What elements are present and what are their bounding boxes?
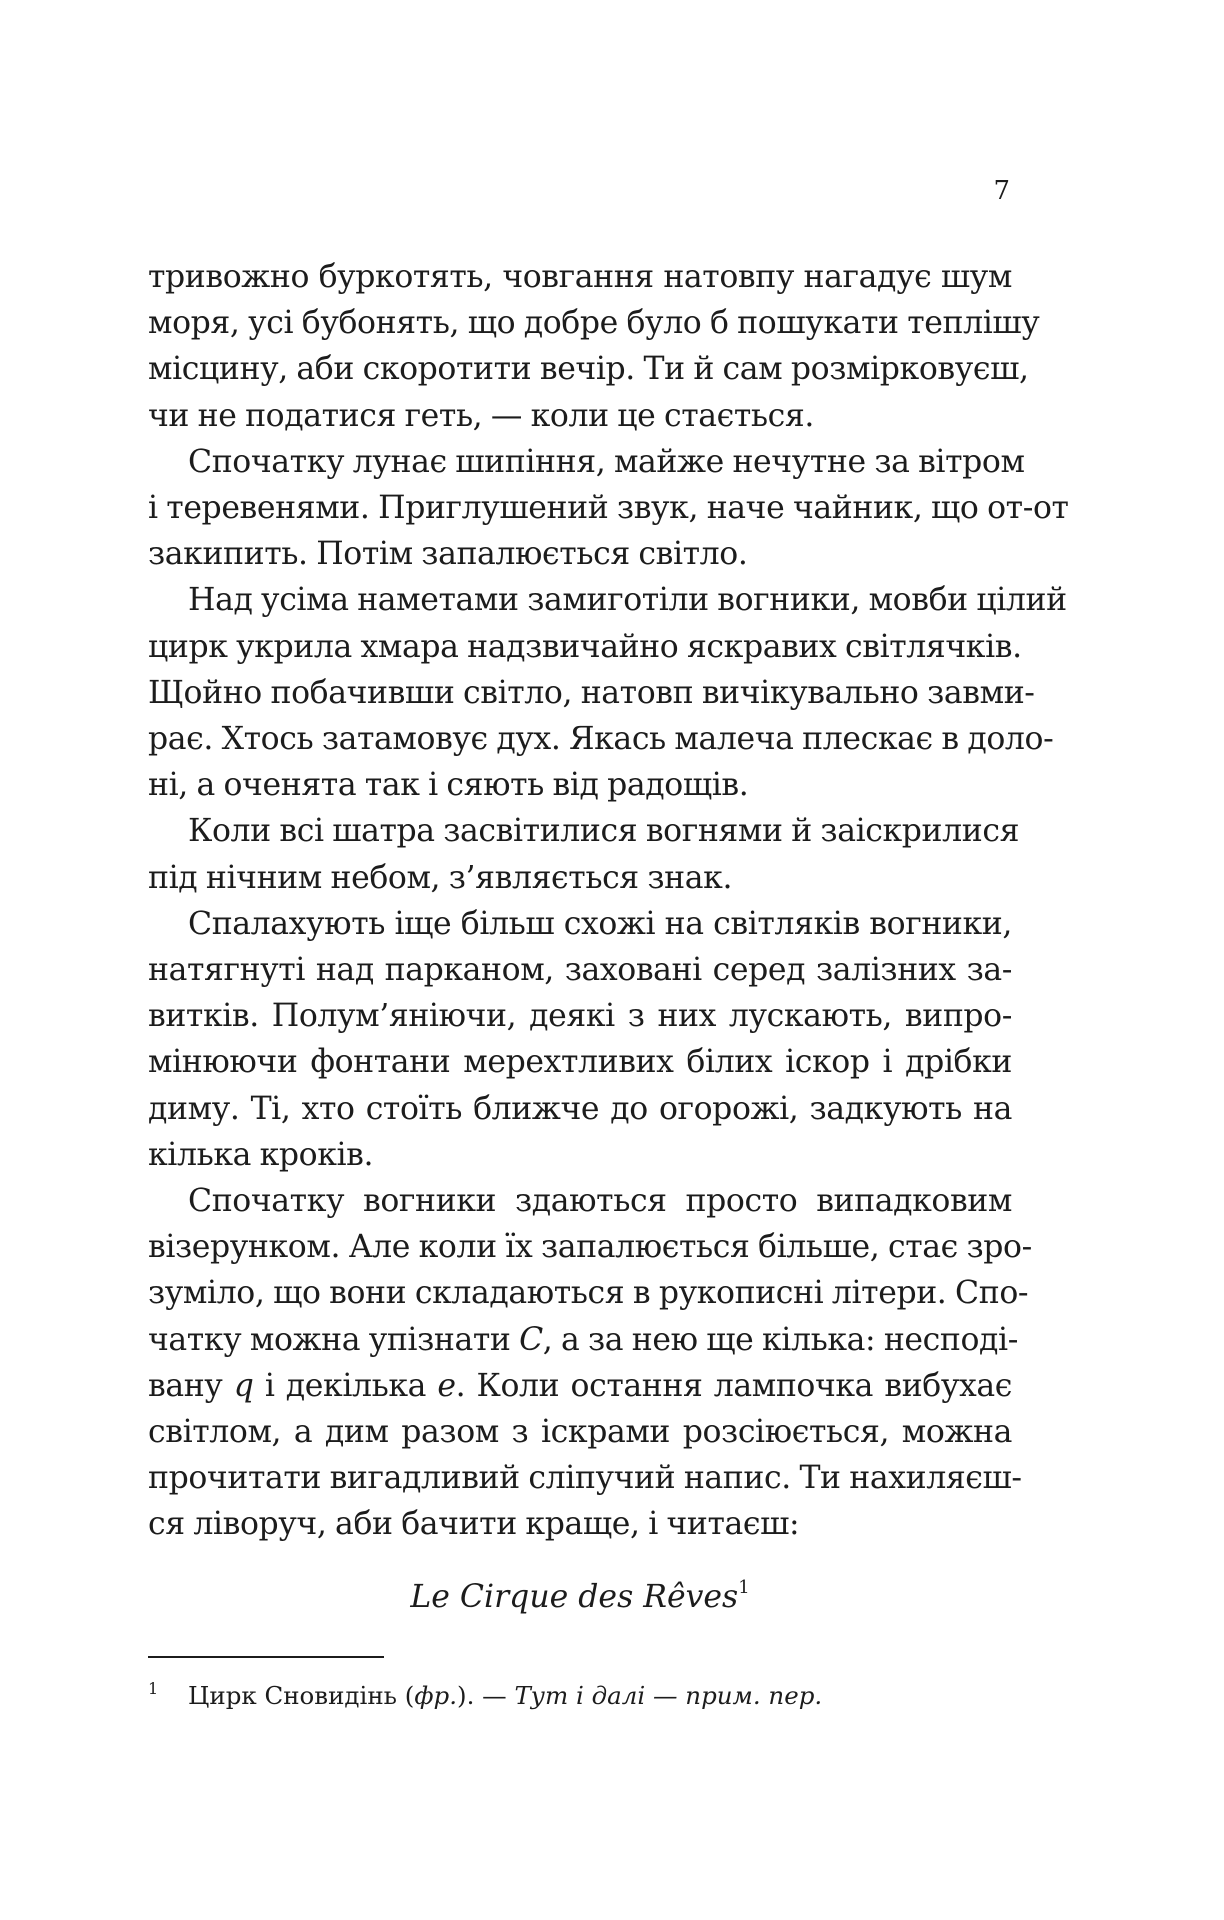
text-line: Щойно побачивши світло, натовп вичікувально завми- (148, 674, 1035, 711)
paragraph-first-line: Спочатку лунає шипіння, майже нечутне за вітром (188, 443, 1025, 480)
text-line (148, 1317, 1018, 1363)
text-line: чи не податися геть, — коли це стається. (148, 397, 815, 434)
paragraph-first-line: Коли всі шатра засвітилися вогнями й заіскрилися (188, 813, 1020, 850)
footnote-lang: фр. (414, 1681, 458, 1710)
footnote-reference: 1 (738, 1577, 750, 1598)
text-line (148, 1363, 1012, 1409)
footnote-text: Цирк Сновидінь ( (188, 1681, 415, 1710)
text-line: витків. Полум’яніючи, деякі з них лускають, випро- (148, 998, 1012, 1035)
text-line: цирк укрила хмара надзвичайно яскравих світлячків. (148, 628, 1022, 665)
circus-sign-title (148, 1577, 1012, 1617)
footnote: 1 Цирк Сновидінь (фр.). — Тут і далі — прим. пер. (148, 1679, 823, 1710)
text-line: ся ліворуч, аби бачити краще, і читаєш: (148, 1506, 800, 1543)
text-line: під нічним небом, з’являється знак. (148, 859, 733, 896)
footnote-divider (148, 1656, 384, 1658)
text-segment: , а за нею ще кілька: несподі- (542, 1321, 1018, 1358)
footnote-text-2: ). — (457, 1681, 515, 1710)
text-line: тривожно буркотять, човгання натовпу нагадує шум (148, 259, 1012, 295)
text-line: зуміло, що вони складаються в рукописні літери. Спо- (148, 1275, 1029, 1312)
text-line: ні, а оченята так і сяють від радощів. (148, 767, 749, 804)
text-segment: і декілька (253, 1367, 438, 1404)
paragraph-first-line: Спочатку вогники здаються просто випадковим (188, 1183, 1012, 1220)
text-line: прочитати вигадливий сліпучий напис. Ти нахиляєш- (148, 1460, 1022, 1497)
text-line: і теревенями. Приглушений звук, наче чайник, що от-от (148, 490, 1069, 527)
text-line: моря, усі бубонять, що добре було б пошукати теплішу (148, 305, 1040, 342)
text-segment: вану (148, 1367, 234, 1404)
text-line: закипить. Потім запалюється світло. (148, 536, 748, 573)
footnote-italic: Тут і далі — прим. пер. (514, 1681, 823, 1710)
text-line: рає. Хтось затамовує дух. Якась малеча плескає в доло- (148, 721, 1054, 758)
text-line: натягнуті над парканом, заховані серед залізних за- (148, 952, 1012, 989)
text-line: диму. Ті, хто стоїть ближче до огорожі, задкують на (148, 1090, 1012, 1127)
italic-letter: C (519, 1321, 543, 1358)
body-text (148, 254, 1069, 1548)
title-text: Le Cirque des Rêves (410, 1579, 739, 1615)
italic-letter: q (233, 1367, 254, 1404)
text-line: світлом, а дим разом з іскрами розсіюється, можна (148, 1414, 1012, 1451)
text-line: мінюючи фонтани мерехтливих білих іскор і дрібки (148, 1044, 1012, 1081)
paragraph-first-line: Спалахують іще більш схожі на світляків вогники, (188, 905, 1012, 942)
italic-letter: e (437, 1367, 456, 1404)
text-line: кілька кроків. (148, 1136, 374, 1173)
text-line: місцину, аби скоротити вечір. Ти й сам розмірковуєш, (148, 351, 1029, 388)
text-segment: . Коли остання лампочка вибухає (455, 1367, 1012, 1404)
page-number: 7 (993, 176, 1010, 206)
paragraph-first-line: Над усіма наметами замиготіли вогники, мовби цілий (188, 582, 1067, 619)
text-line: візерунком. Але коли їх запалюється більше, стає зро- (148, 1229, 1032, 1266)
text-segment: чатку можна упізнати (148, 1321, 520, 1358)
